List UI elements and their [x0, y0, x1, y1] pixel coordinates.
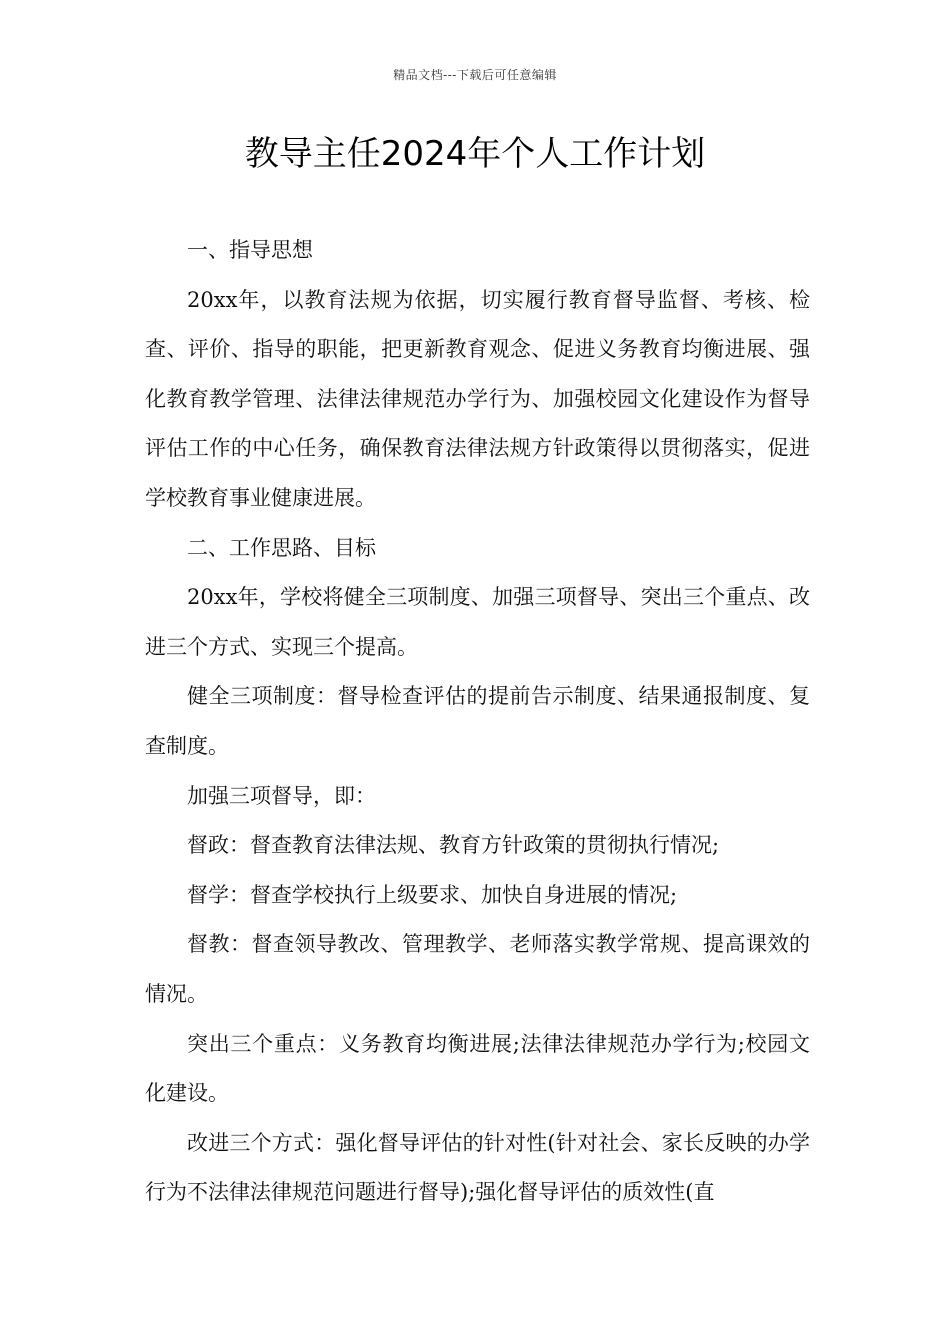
- section-heading-guiding-thought: 一、指导思想: [187, 238, 313, 262]
- paragraph: 督学：督查学校执行上级要求、加快自身进展的情况;: [187, 882, 678, 907]
- paragraph: 督政：督查教育法律法规、教育方针政策的贯彻执行情况;: [187, 833, 720, 858]
- paragraph: 健全三项制度：督导检查评估的提前告示制度、结果通报制度、复查制度。: [145, 684, 810, 758]
- document-title: 教导主任2024年个人工作计划: [244, 134, 706, 174]
- section-heading-work-ideas: 二、工作思路、目标: [187, 535, 376, 560]
- paragraph: 加强三项督导，即：: [187, 783, 376, 808]
- page-header-note: 精品文档---下载后可任意编辑: [393, 68, 557, 82]
- paragraph: 改进三个方式：强化督导评估的针对性(针对社会、家长反映的办学行为不法律法律规范问题进行督导);强化督导评估的质效性(直: [145, 1130, 810, 1205]
- paragraph: 督教：督查领导教改、管理教学、老师落实教学常规、提高课效的情况。: [145, 932, 810, 1006]
- paragraph: 20xx年，以教育法规为依据，切实履行教育督导监督、考核、检查、评价、指导的职能，把更新教育观念、促进义务教育均衡进展、强化教育教学管理、法律法律规范办学行为、加强校园文化建设作为督导评估工作的中心任务，确保教育法律法规方针政策得以贯彻落实，促进学校教育事业健康进展。: [145, 287, 810, 510]
- document-body: [145, 226, 810, 1218]
- paragraph: 突出三个重点：义务教育均衡进展;法律法律规范办学行为;校园文化建设。: [145, 1031, 810, 1106]
- paragraph: 20xx年，学校将健全三项制度、加强三项督导、突出三个重点、改进三个方式、实现三个提高。: [145, 585, 810, 659]
